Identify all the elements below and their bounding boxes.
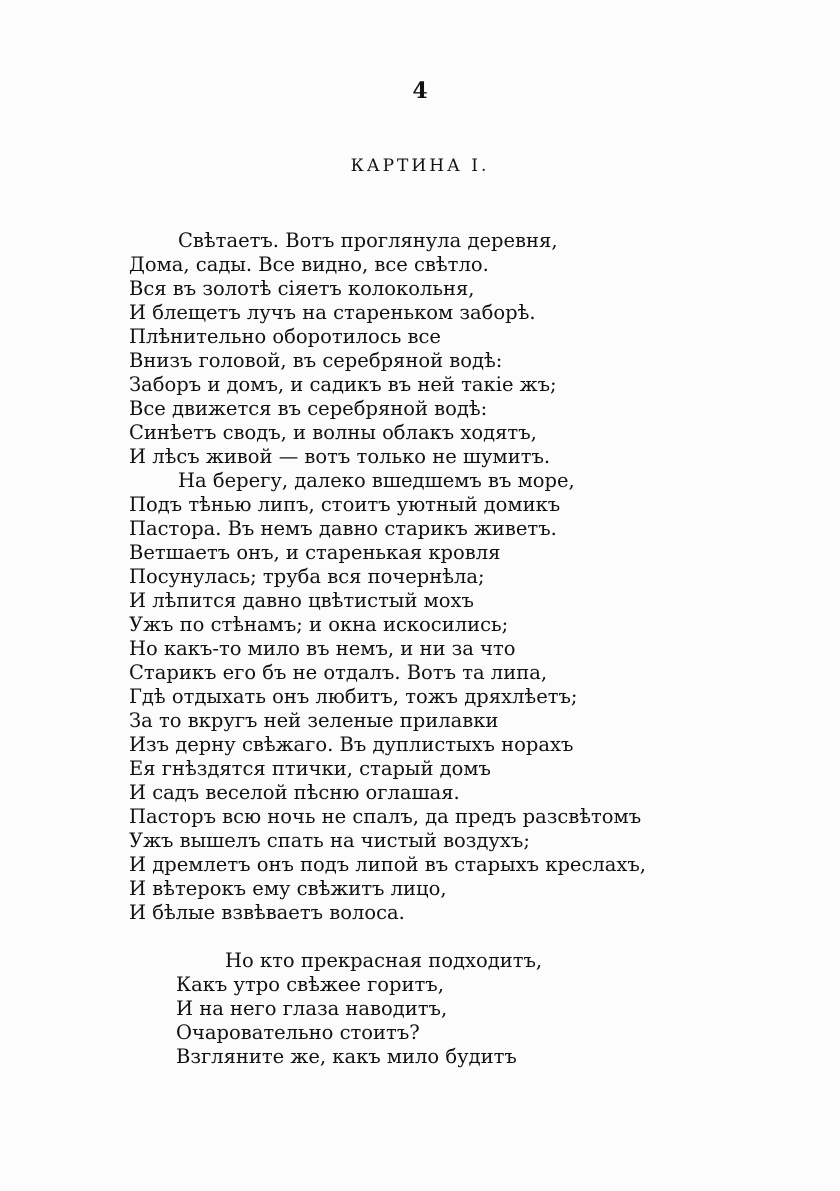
verse-line: И вѣтерокъ ему свѣжитъ лицо,: [129, 877, 447, 900]
verse-line: И лѣсъ живой — вотъ только не шумитъ.: [129, 445, 551, 468]
verse-line: И лѣпится давно цвѣтистый мохъ: [129, 589, 474, 612]
section-heading: КАРТИНА I.: [350, 156, 490, 176]
verse-line: Синѣетъ сводъ, и волны облакъ ходятъ,: [129, 421, 537, 444]
verse-line: Посунулась; труба вся почернѣла;: [129, 565, 485, 588]
verse-line: И блещетъ лучъ на стареньком заборѣ.: [129, 301, 536, 324]
stanza: [129, 469, 646, 925]
verse-line: И дремлетъ онъ подъ липой въ старыхъ креслахъ,: [129, 853, 646, 876]
verse-line: Старикъ его бъ не отдалъ. Вотъ та липа,: [129, 661, 548, 684]
verse-line: Ужъ по стѣнамъ; и окна искосились;: [129, 613, 509, 636]
verse-line: На берегу, далеко вшедшемъ въ море,: [178, 469, 575, 492]
verse-line: Пастора. Въ немъ давно старикъ живетъ.: [129, 517, 557, 540]
verse-line: И бѣлые взвѣваетъ волоса.: [129, 901, 405, 924]
verse-line: Гдѣ отдыхать онъ любитъ, тожъ дряхлѣетъ;: [129, 685, 578, 708]
verse-line: Заборъ и домъ, и садикъ въ ней такіе жъ;: [129, 373, 557, 396]
verse-line: Ужъ вышелъ спать на чистый воздухъ;: [129, 829, 530, 852]
verse-line: Пасторъ всю ночь не спалъ, да предъ разсвѣтомъ: [129, 805, 642, 828]
verse-line: Свѣтаетъ. Вотъ проглянула деревня,: [178, 229, 558, 252]
verse-line: Внизъ головой, въ серебряной водѣ:: [129, 349, 503, 372]
verse-line: За то вкругъ ней зеленые прилавки: [129, 709, 499, 732]
verse-line: Ветшаетъ онъ, и старенькая кровля: [129, 541, 501, 564]
verse-line: Плѣнительно оборотилось все: [129, 325, 441, 348]
verse-line: И на него глаза наводитъ,: [176, 997, 448, 1020]
verse-line: Какъ утро свѣжее горитъ,: [176, 973, 444, 996]
verse-line: Но кто прекрасная подходитъ,: [225, 949, 543, 972]
verse-line: Ея гнѣздятся птички, старый домъ: [129, 757, 491, 780]
verse-line: Вся въ золотѣ сіяетъ колокольня,: [129, 277, 475, 300]
verse-line: Дома, сады. Все видно, все свѣтло.: [129, 253, 489, 276]
page-number: 4: [412, 78, 428, 104]
verse-line: Взгляните же, какъ мило будитъ: [176, 1045, 517, 1068]
verse-line: Изъ дерну свѣжаго. Въ дуплистыхъ норахъ: [129, 733, 574, 756]
verse-line: Очаровательно стоитъ?: [176, 1021, 420, 1044]
stanza: [129, 229, 558, 469]
verse-line: Подъ тѣнью липъ, стоитъ уютный домикъ: [129, 493, 561, 516]
verse-line: И садъ веселой пѣсню оглашая.: [129, 781, 460, 804]
verse-line: Все движется въ серебряной водѣ:: [129, 397, 488, 420]
stanza: [176, 949, 542, 1069]
verse-line: Но какъ-то мило въ немъ, и ни за что: [129, 637, 516, 660]
